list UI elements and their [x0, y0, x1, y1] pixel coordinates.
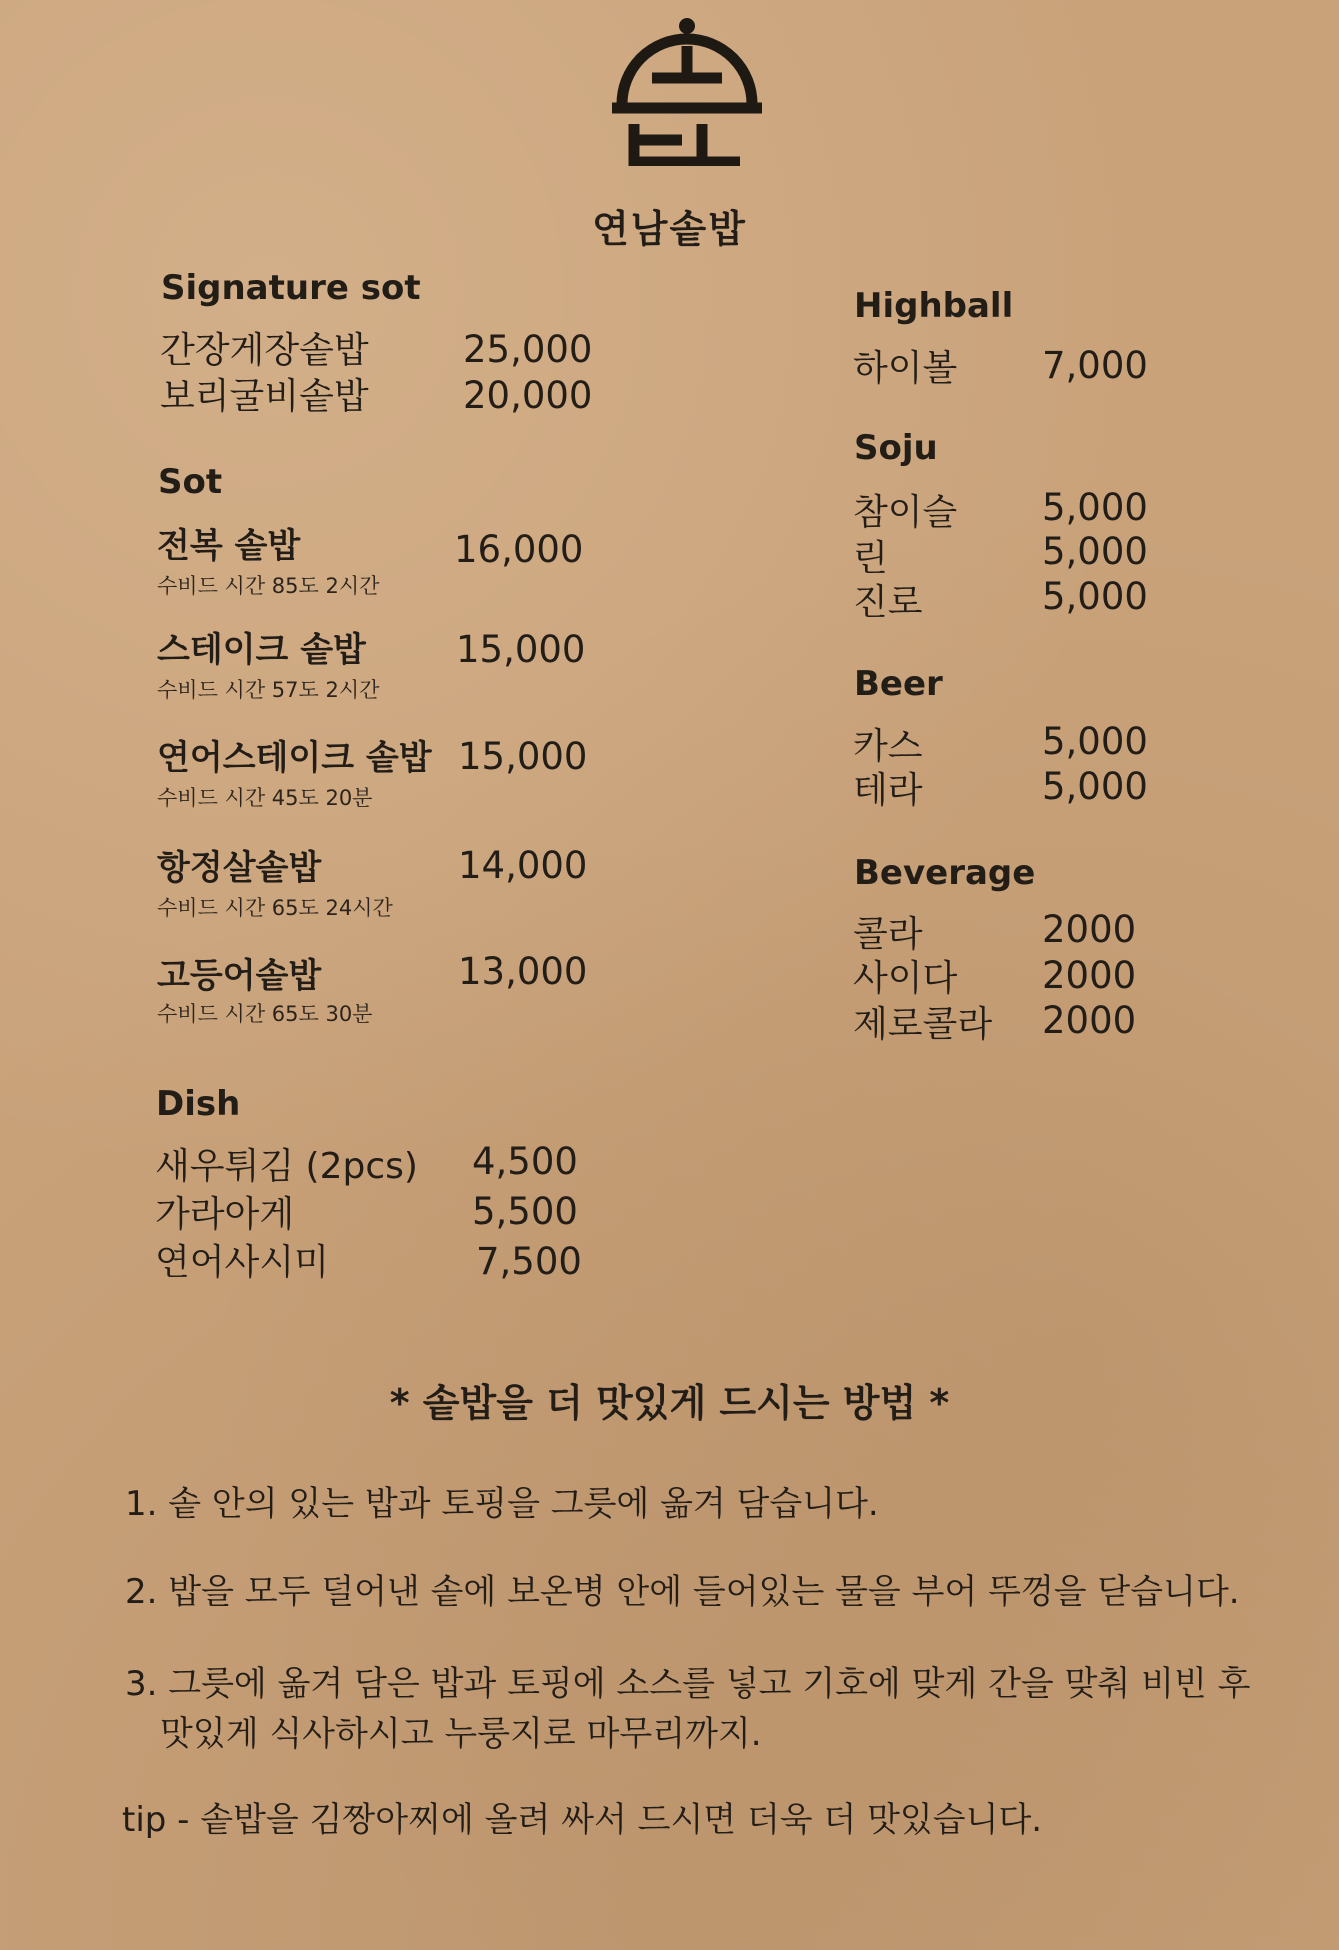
menu-item-name: 사이다 [853, 958, 958, 999]
brand-name: 연남솥밥 [592, 207, 747, 251]
menu-item-price: 5,000 [1042, 486, 1148, 529]
tip-note: tip - 솥밥을 김짱아찌에 올려 싸서 드시면 더욱 더 맛있습니다. [122, 1800, 1043, 1840]
menu-item-name: 참이슬 [853, 492, 958, 533]
menu-item-price: 25,000 [463, 328, 593, 371]
menu-item-name: 가라아게 [155, 1194, 295, 1235]
menu-item-price: 20,000 [463, 374, 593, 417]
menu-item-name: 진로 [853, 582, 923, 623]
section-heading-sot: Sot [158, 462, 223, 502]
menu-item-price: 5,500 [472, 1190, 578, 1233]
tips-title: * 솥밥을 더 맛있게 드시는 방법 * [389, 1381, 950, 1425]
menu-item-price: 2000 [1042, 954, 1137, 997]
menu-item-price: 15,000 [458, 735, 588, 778]
menu-item-note: 수비드 시간 65도 30분 [157, 1002, 373, 1026]
menu-item-price: 16,000 [454, 528, 584, 571]
menu-item-name: 하이볼 [853, 348, 958, 389]
menu-item-name: 전복 솥밥 [157, 526, 301, 566]
menu-item-name: 새우튀김 (2pcs) [155, 1146, 418, 1187]
tip-step-2: 2. 밥을 모두 덜어낸 솥에 보온병 안에 들어있는 물을 부어 뚜껑을 닫습니다. [125, 1572, 1240, 1612]
section-heading-dish: Dish [156, 1084, 241, 1124]
menu-item-name: 테라 [853, 770, 923, 811]
section-heading-soju: Soju [854, 428, 938, 468]
section-heading-beverage: Beverage [854, 853, 1036, 893]
section-heading-highball: Highball [854, 286, 1014, 326]
menu-item-name: 스테이크 솥밥 [157, 630, 366, 670]
menu-item-name: 카스 [853, 726, 923, 767]
menu-item-price: 2000 [1042, 999, 1137, 1042]
menu-item-note: 수비드 시간 57도 2시간 [157, 678, 380, 702]
menu-item-price: 5,000 [1042, 765, 1148, 808]
menu-item-name: 고등어솥밥 [157, 956, 322, 996]
menu-item-name: 연어스테이크 솥밥 [157, 738, 432, 778]
menu-item-name: 린 [853, 538, 888, 579]
menu-item-price: 7,500 [476, 1240, 582, 1283]
menu-item-name: 제로콜라 [853, 1004, 993, 1045]
menu-item-price: 5,000 [1042, 720, 1148, 763]
menu-item-name: 항정살솥밥 [157, 848, 322, 888]
menu-item-name: 보리굴비솥밥 [160, 376, 369, 417]
menu-item-name: 연어사시미 [155, 1242, 329, 1283]
menu-item-price: 5,000 [1042, 530, 1148, 573]
menu-item-price: 14,000 [458, 844, 588, 887]
sot-logo-icon [612, 16, 762, 166]
menu-item-price: 2000 [1042, 908, 1137, 951]
section-heading-signature: Signature sot [161, 268, 421, 308]
menu-item-name: 콜라 [853, 914, 923, 955]
menu-item-price: 5,000 [1042, 575, 1148, 618]
menu-item-price: 4,500 [472, 1140, 578, 1183]
menu-item-note: 수비드 시간 85도 2시간 [157, 574, 380, 598]
menu-item-note: 수비드 시간 45도 20분 [157, 786, 373, 810]
menu-item-price: 13,000 [458, 950, 588, 993]
section-heading-beer: Beer [854, 664, 943, 704]
menu-item-name: 간장게장솥밥 [160, 330, 369, 371]
tip-step-1: 1. 솥 안의 있는 밥과 토핑을 그릇에 옮겨 담습니다. [125, 1484, 879, 1524]
menu-item-price: 15,000 [456, 628, 586, 671]
tip-step-3: 3. 그릇에 옮겨 담은 밥과 토핑에 소스를 넣고 기호에 맞게 간을 맞춰 비빈 후 [125, 1664, 1251, 1704]
menu-item-note: 수비드 시간 65도 24시간 [157, 896, 393, 920]
tip-step-3-continued: 맛있게 식사하시고 누룽지로 마무리까지. [160, 1714, 762, 1754]
menu-item-price: 7,000 [1042, 344, 1148, 387]
